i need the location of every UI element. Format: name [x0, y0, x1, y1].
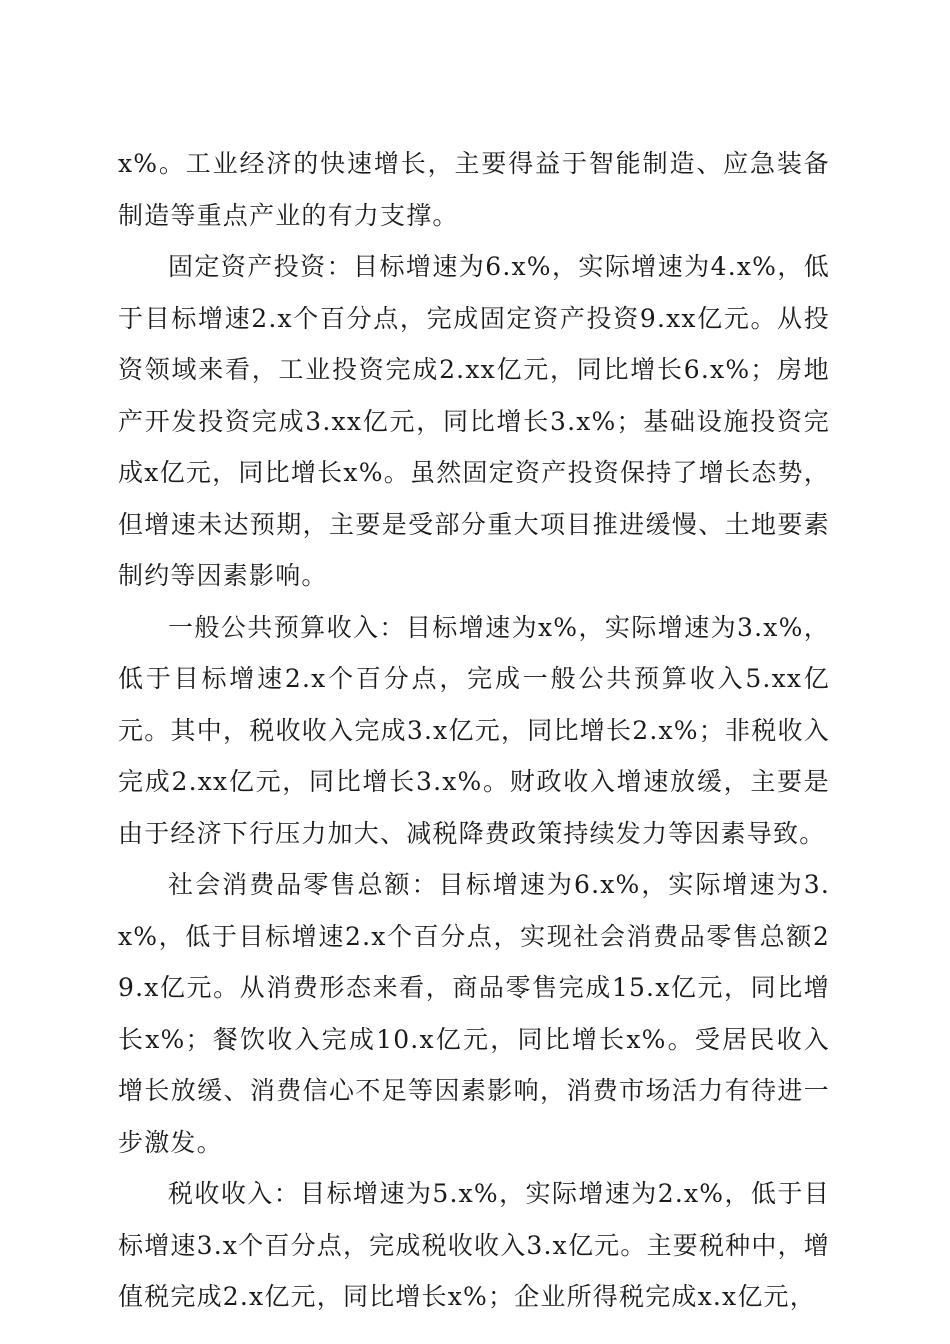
paragraph-tax-revenue: 税收收入：目标增速为5.x%，实际增速为2.x%，低于目标增速3.x个百分点，完成税收收入3.x亿元。主要税种中，增值税完成2.x亿元，同比增长x%；企业所得税完成x.x亿元， [118, 1179, 830, 1311]
paragraph-industrial-economy-continued: x%。工业经济的快速增长，主要得益于智能制造、应急装备制造等重点产业的有力支撑。 [118, 149, 830, 230]
paragraph-fixed-asset-investment: 固定资产投资：目标增速为6.x%，实际增速为4.x%，低于目标增速2.x个百分点，完成固定资产投资9.xx亿元。从投资领域来看，工业投资完成2.xx亿元，同比增长6.x%；房地产开发投资完成3.xx亿元，同比增长3.x%；基础设施投资完成x亿元，同比增长x%。虽然固定资产投资保持了增长态势，但增速未达预期，主要是受部分重大项目推进缓慢、土地要素制约等因素影响。 [118, 252, 830, 590]
document-body [118, 138, 830, 1323]
paragraph-retail-sales-consumer-goods: 社会消费品零售总额：目标增速为6.x%，实际增速为3.x%，低于目标增速2.x个百分点，实现社会消费品零售总额29.x亿元。从消费形态来看，商品零售完成15.x亿元，同比增长x%；餐饮收入完成10.x亿元，同比增长x%。受居民收入增长放缓、消费信心不足等因素影响，消费市场活力有待进一步激发。 [118, 870, 830, 1157]
paragraph-general-public-budget-revenue: 一般公共预算收入：目标增速为x%，实际增速为3.x%，低于目标增速2.x个百分点，完成一般公共预算收入5.xx亿元。其中，税收收入完成3.x亿元，同比增长2.x%；非税收入完成2.xx亿元，同比增长3.x%。财政收入增速放缓，主要是由于经济下行压力加大、减税降费政策持续发力等因素导致。 [118, 612, 830, 848]
